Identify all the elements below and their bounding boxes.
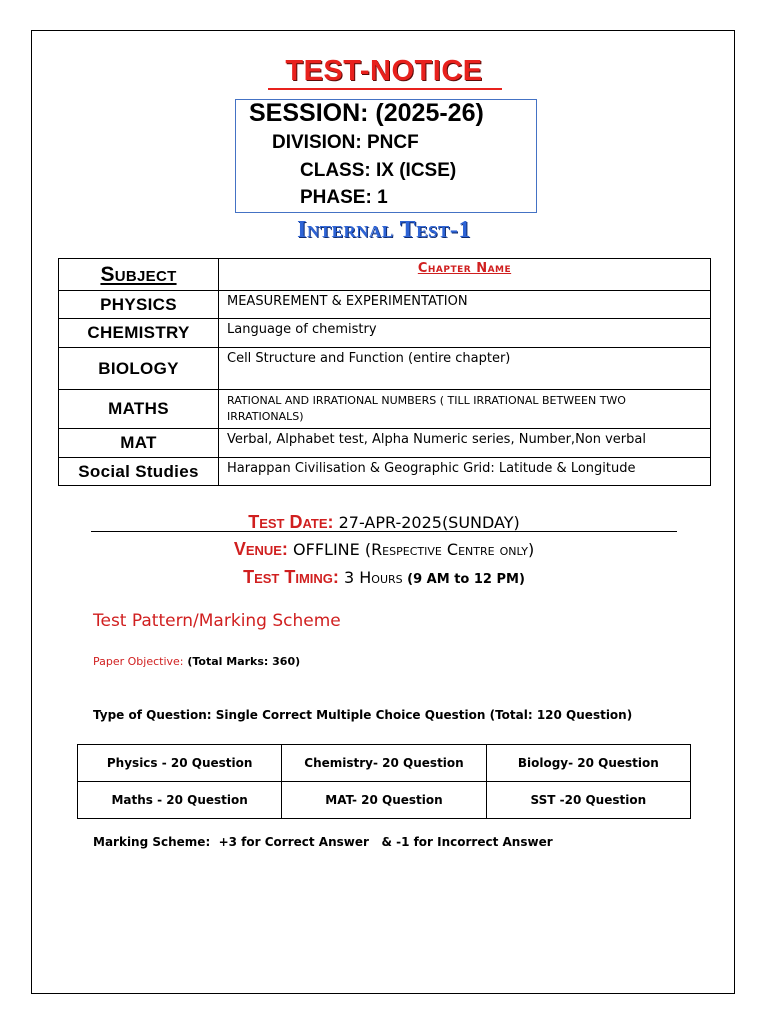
venue-value: OFFLINE ( (287, 540, 372, 559)
table-row (59, 429, 711, 458)
question-cell: MAT- 20 Question (282, 782, 486, 819)
question-cell: Biology- 20 Question (486, 745, 690, 782)
test-date-line (0, 512, 768, 533)
objective-label: Paper Objective: (93, 655, 184, 668)
subject-cell: Social Studies (59, 458, 219, 486)
table-row (78, 745, 691, 782)
question-cell: Maths - 20 Question (78, 782, 282, 819)
table-row (59, 291, 711, 319)
chapter-cell: Harappan Civilisation & Geographic Grid: Latitude & Longitude (219, 458, 711, 486)
test-date-label: Test Date: (248, 512, 334, 532)
chapter-table (58, 258, 711, 486)
division-text: DIVISION: PNCF (272, 132, 419, 153)
chapter-cell: RATIONAL AND IRRATIONAL NUMBERS ( TILL IRRATIONAL BETWEEN TWO IRRATIONALS) (219, 390, 711, 429)
title-underline (268, 88, 502, 90)
marking-scheme: Marking Scheme: +3 for Correct Answer & -1 for Incorrect Answer (93, 835, 553, 849)
header-chapter-name: Chapter Name (219, 259, 711, 291)
session-text: SESSION: (2025-26) (249, 99, 484, 127)
test-timing-label: Test Timing: (243, 567, 339, 587)
test-timing-hours: Hours (359, 568, 403, 587)
question-cell: SST -20 Question (486, 782, 690, 819)
notice-title: TEST-NOTICE (285, 55, 483, 87)
pattern-heading: Test Pattern/Marking Scheme (93, 611, 341, 631)
table-row (59, 458, 711, 486)
class-text: CLASS: IX (ICSE) (300, 160, 457, 181)
test-timing-line (0, 567, 768, 588)
table-row (59, 319, 711, 348)
question-table (77, 744, 691, 819)
subject-cell: PHYSICS (59, 291, 219, 319)
venue-extra: Respective Centre only (371, 540, 528, 559)
phase-text: PHASE: 1 (300, 187, 388, 208)
chapter-cell: Cell Structure and Function (entire chapter) (219, 348, 711, 390)
table-row (59, 390, 711, 429)
venue-line (0, 539, 768, 560)
chapter-table-header (59, 259, 711, 291)
paper-objective (93, 655, 300, 668)
table-row (59, 348, 711, 390)
table-row (78, 782, 691, 819)
question-cell: Chemistry- 20 Question (282, 745, 486, 782)
objective-value: (Total Marks: 360) (183, 655, 301, 668)
subject-cell: MATHS (59, 390, 219, 429)
test-timing-range: (9 AM to 12 PM) (402, 572, 525, 587)
venue-label: Venue: (233, 539, 288, 559)
subject-cell: MAT (59, 429, 219, 458)
question-type: Type of Question: Single Correct Multiple Choice Question (Total: 120 Question) (93, 708, 633, 722)
test-timing-value: 3 (338, 568, 360, 587)
chapter-cell: MEASUREMENT & EXPERIMENTATION (219, 291, 711, 319)
subject-cell: BIOLOGY (59, 348, 219, 390)
header-subject: Subject (59, 259, 219, 291)
venue-close: ) (527, 540, 535, 559)
chapter-cell: Language of chemistry (219, 319, 711, 348)
chapter-cell: Verbal, Alphabet test, Alpha Numeric series, Number,Non verbal (219, 429, 711, 458)
subject-cell: CHEMISTRY (59, 319, 219, 348)
test-name-heading: Internal Test-1 (297, 217, 471, 243)
test-date-value: 27-APR-2025(SUNDAY) (333, 513, 520, 532)
question-cell: Physics - 20 Question (78, 745, 282, 782)
